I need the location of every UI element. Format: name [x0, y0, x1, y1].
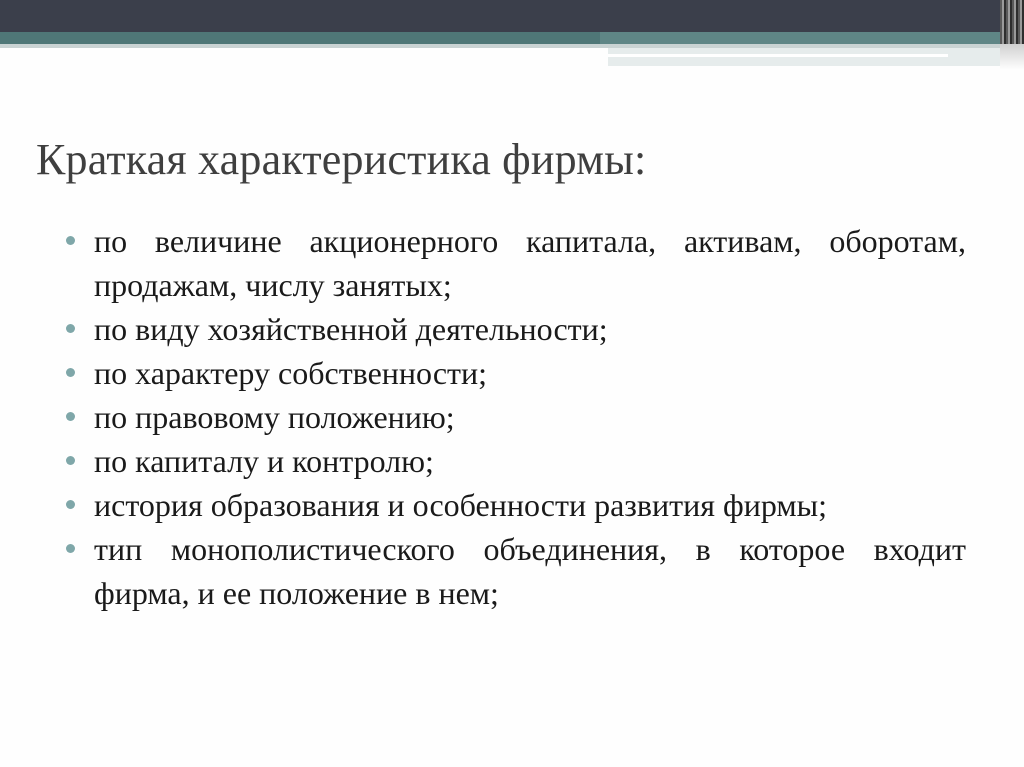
- header-light-band: [608, 48, 1000, 66]
- bullet-item: [66, 351, 966, 395]
- bullet-dot-icon: [66, 324, 75, 333]
- bullet-item: [66, 527, 966, 615]
- bullet-item: [66, 483, 966, 527]
- bullet-dot-icon: [66, 368, 75, 377]
- bullet-text: тип монополистического объединения, в которое входит фирма, и ее положение в нем;: [94, 531, 966, 611]
- bullet-dot-icon: [66, 456, 75, 465]
- bullet-item: [66, 219, 966, 307]
- header-teal-accent-bar: [0, 32, 600, 44]
- bullet-text: по правовому положению;: [94, 399, 455, 435]
- bullet-text: по капиталу и контролю;: [94, 443, 434, 479]
- bullet-dot-icon: [66, 500, 75, 509]
- header-dark-bar: [0, 0, 1024, 32]
- slide-title: Краткая характеристика фирмы:: [36, 135, 647, 184]
- header-white-line: [608, 54, 948, 57]
- bullet-text: по характеру собственности;: [94, 355, 488, 391]
- bullet-dot-icon: [66, 236, 75, 245]
- bullet-dot-icon: [66, 412, 75, 421]
- bullet-item: [66, 395, 966, 439]
- bullet-item: [66, 307, 966, 351]
- bullet-list: [66, 219, 966, 615]
- bullet-text: по величине акционерного капитала, активам, оборотам, продажам, числу занятых;: [94, 223, 966, 303]
- bullet-text: по виду хозяйственной деятельности;: [94, 311, 608, 347]
- corner-fade: [1000, 44, 1024, 70]
- bullet-text: история образования и особенности развития фирмы;: [94, 487, 827, 523]
- bullet-item: [66, 439, 966, 483]
- bullet-dot-icon: [66, 544, 75, 553]
